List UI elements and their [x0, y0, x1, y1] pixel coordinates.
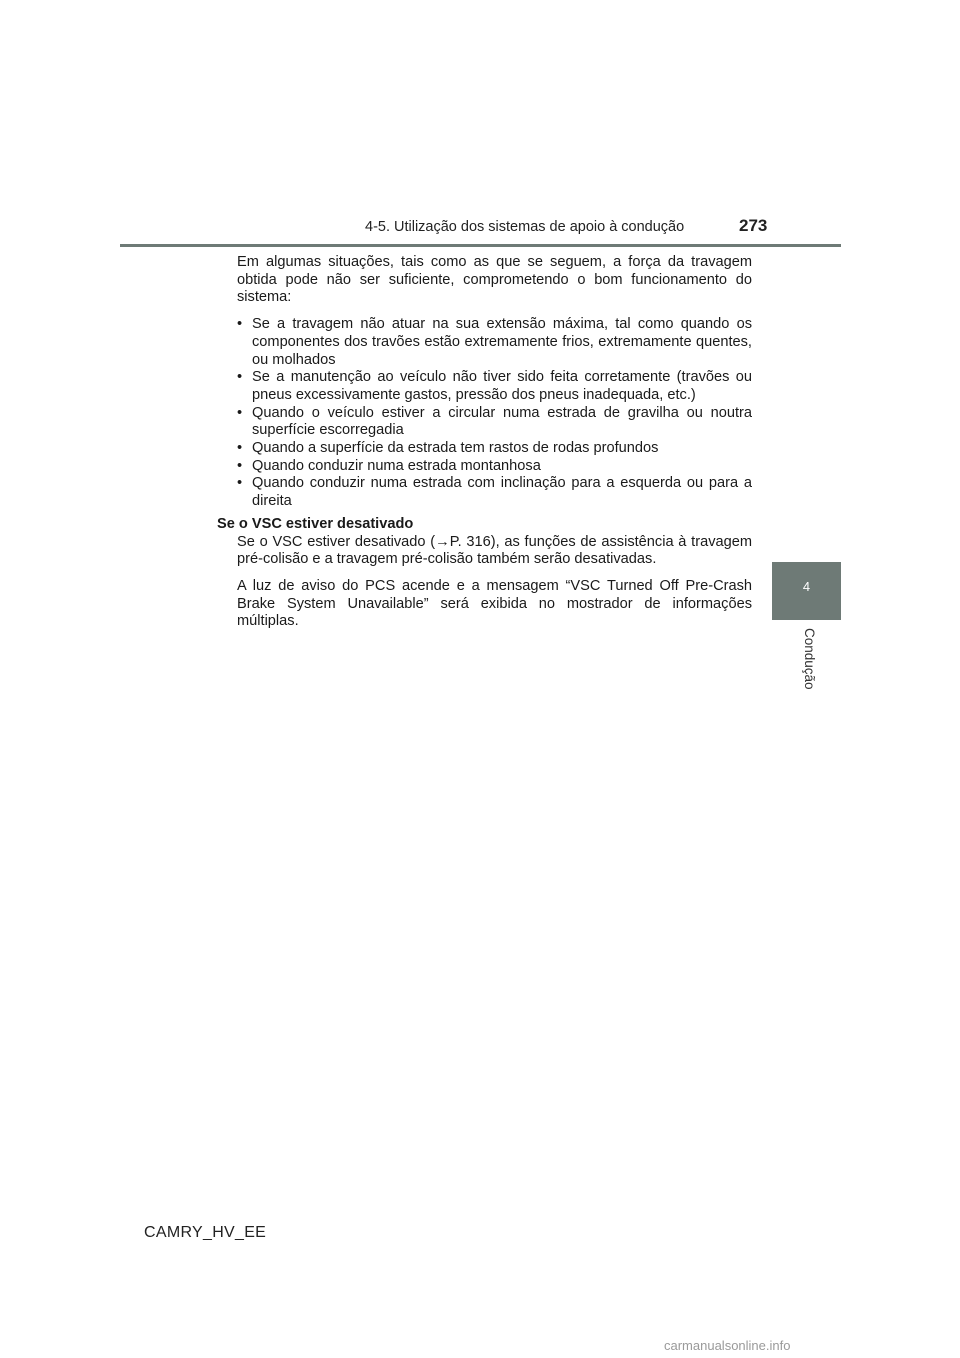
- model-code: CAMRY_HV_EE: [144, 1224, 267, 1241]
- list-item: • Se a manutenção ao veículo não tiver sido feita corretamente (travões ou pneus excessivamente gastos, pressão dos pneus inadequada, etc.): [237, 369, 752, 404]
- list-item: • Quando a superfície da estrada tem rastos de rodas profundos: [237, 440, 752, 458]
- chapter-number: 4: [802, 579, 811, 594]
- list-item: • Quando conduzir numa estrada com inclinação para a esquerda ou para a direita: [237, 475, 752, 510]
- section-title: 4-5. Utilização dos sistemas de apoio à condução: [365, 219, 685, 235]
- vsc-heading: Se o VSC estiver desativado: [217, 515, 414, 532]
- conditions-list: [217, 316, 752, 511]
- page-number: 273: [739, 216, 768, 235]
- list-item: • Quando o veículo estiver a circular numa estrada de gravilha ou noutra superfície escorregadia: [237, 405, 752, 440]
- page-content: [217, 254, 752, 631]
- list-item: • Se a travagem não atuar na sua extensão máxima, tal como quando os componentes dos travões estão extremamente frios, extremamente quentes, ou molhados: [237, 316, 752, 369]
- header-rule: [120, 244, 841, 247]
- chapter-tab: [772, 562, 841, 620]
- watermark: carmanualsonline.info: [664, 1338, 791, 1353]
- intro-paragraph: Em algumas situações, tais como as que se seguem, a força da travagem obtida pode não ser suficiente, comprometendo o bom funcionamento do sistema:: [237, 254, 752, 306]
- vsc-paragraph-1: Se o VSC estiver desativado (→P. 316), as funções de assistência à travagem pré-colisão e a travagem pré-colisão também serão desativadas.: [237, 533, 752, 568]
- vsc-paragraph-2: A luz de aviso do PCS acende e a mensagem “VSC Turned Off Pre-Crash Brake System Unavailable” será exibida no mostrador de informações múltiplas.: [237, 577, 752, 630]
- list-item: • Quando conduzir numa estrada montanhosa: [237, 458, 752, 476]
- chapter-label: Condução: [802, 628, 817, 690]
